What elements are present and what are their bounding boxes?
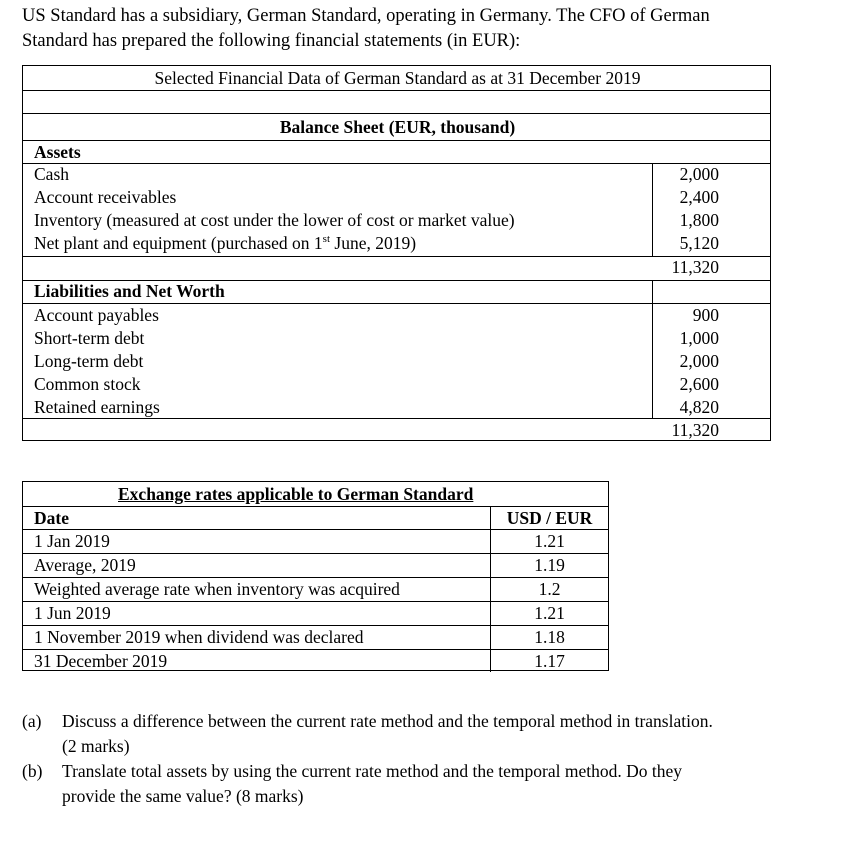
rate-value: 1.18 (534, 627, 565, 647)
liability-value: 900 (692, 305, 719, 325)
asset-value: 2,400 (679, 187, 719, 207)
date-column-header: Date (34, 508, 69, 528)
asset-value: 2,000 (679, 164, 719, 184)
balance-sheet-table (22, 65, 771, 441)
liabilities-total: 11,320 (671, 420, 719, 440)
liability-label: Common stock (34, 374, 141, 394)
liabilities-heading: Liabilities and Net Worth (34, 281, 225, 301)
rate-value: 1.17 (534, 651, 565, 671)
asset-label: Inventory (measured at cost under the lower of cost or market value) (34, 210, 515, 230)
liability-label: Retained earnings (34, 397, 160, 417)
liability-label: Account payables (34, 305, 159, 325)
question-label: (a) (22, 711, 42, 731)
asset-label: Net plant and equipment (purchased on 1st June, 2019) (34, 233, 417, 253)
question-label: (b) (22, 761, 43, 781)
liability-value: 1,000 (679, 328, 719, 348)
rate-value: 1.21 (534, 603, 565, 623)
assets-total: 11,320 (671, 257, 719, 277)
liability-label: Long-term debt (34, 351, 144, 371)
intro-paragraph (22, 4, 822, 54)
intro-line-2: Standard has prepared the following financial statements (in EUR): (22, 31, 521, 51)
exchange-rates-title: Exchange rates applicable to German Standard (118, 484, 474, 504)
rate-date: Weighted average rate when inventory was acquired (34, 579, 400, 599)
rate-column-header: USD / EUR (506, 508, 593, 528)
rate-date: 1 Jan 2019 (34, 531, 110, 551)
question-list (22, 709, 822, 809)
rate-date: 1 Jun 2019 (34, 603, 111, 623)
question-item (22, 759, 822, 809)
liability-label: Short-term debt (34, 328, 145, 348)
rate-value: 1.19 (534, 555, 565, 575)
exchange-rates-table (22, 481, 609, 671)
question-text: provide the same value? (8 marks) (62, 786, 304, 806)
asset-label: Cash (34, 164, 69, 184)
question-text: (2 marks) (62, 736, 130, 756)
assets-heading: Assets (34, 142, 81, 162)
rate-date: 31 December 2019 (34, 651, 168, 671)
question-item (22, 709, 822, 759)
asset-label: Account receivables (34, 187, 177, 207)
balance-sheet-title: Balance Sheet (EUR, thousand) (279, 117, 516, 137)
intro-line-1: US Standard has a subsidiary, German Standard, operating in Germany. The CFO of German (22, 6, 710, 26)
question-text: Translate total assets by using the current rate method and the temporal method. Do they (62, 761, 682, 781)
rate-value: 1.21 (534, 531, 565, 551)
rate-date: 1 November 2019 when dividend was declared (34, 627, 364, 647)
liability-value: 2,600 (679, 374, 719, 394)
asset-value: 5,120 (679, 233, 719, 253)
balance-sheet-caption: Selected Financial Data of German Standard as at 31 December 2019 (154, 68, 641, 88)
asset-value: 1,800 (679, 210, 719, 230)
liability-value: 4,820 (679, 397, 719, 417)
question-text: Discuss a difference between the current rate method and the temporal method in translation. (62, 711, 713, 731)
rate-value: 1.2 (538, 579, 561, 599)
rate-date: Average, 2019 (34, 555, 136, 575)
liability-value: 2,000 (679, 351, 719, 371)
